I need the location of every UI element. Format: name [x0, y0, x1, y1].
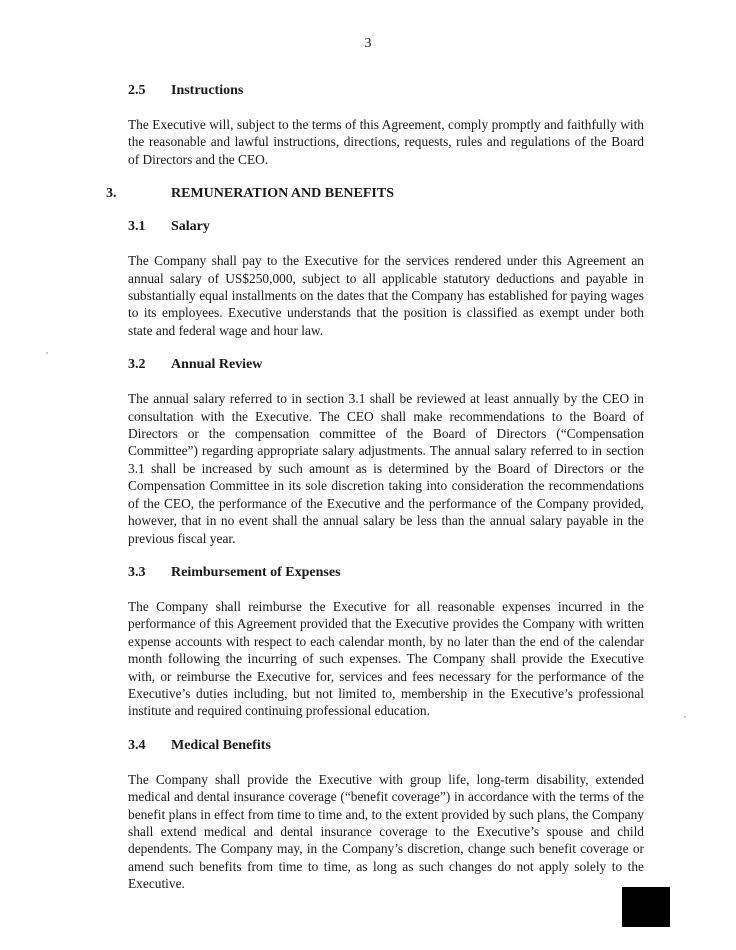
- section-title: REMUNERATION AND BENEFITS: [171, 186, 394, 202]
- section-paragraph-2-5: The Executive will, subject to the terms of this Agreement, comply promptly and faithfully with the reasonable and lawful instructions, directions, requests, rules and regulations of the Board of Directors and the CEO.: [128, 117, 644, 167]
- redaction-box: [622, 887, 670, 927]
- section-number: 3.: [106, 186, 117, 202]
- section-title: Medical Benefits: [171, 737, 271, 753]
- section-number: 2.5: [128, 83, 146, 98]
- page-number: 3: [364, 36, 372, 51]
- document-body: [106, 83, 644, 893]
- section-paragraph-3-1: The Company shall pay to the Executive for the services rendered under this Agreement an annual salary of US$250,000, subject to all applicable statutory deductions and payable in substantially equal installments on the dates that the Company has established for paying wages to its employees. Executive understands that the position is classified as exempt under both state and federal wage and hour law.: [128, 253, 644, 338]
- section-paragraph-3-4: The Company shall provide the Executive with group life, long-term disability, extended medical and dental insurance coverage (“benefit coverage”) in accordance with the terms of the benefit plans in effect from time to time and, to the extent provided by such plans, the Company shall extend medical and dental insurance coverage to the Executive’s spouse and child dependents. The Company may, in the Company’s discretion, change such benefit coverage or amend such benefits from time to time, as long as such changes do not apply solely to the Executive.: [128, 771, 644, 892]
- section-title: Reimbursement of Expenses: [171, 564, 341, 580]
- section-title: Instructions: [171, 83, 244, 98]
- section-number: 3.2: [128, 357, 146, 373]
- section-heading-3: [106, 186, 644, 202]
- section-paragraph-3-3: The Company shall reimburse the Executive for all reasonable expenses incurred in the performance of this Agreement provided that the Executive provides the Company with written expense accounts with respect to each calendar month, by no later than the end of the calendar month following the incurring of such expenses. The Company shall provide the Executive with, or reimburse the Executive for, services and fees necessary for the performance of the Executive’s duties including, but not limited to, membership in the Executive’s professional institute and required continuing professional education.: [128, 598, 644, 719]
- scan-speck: [46, 352, 48, 354]
- section-title: Annual Review: [171, 357, 263, 373]
- scan-speck: [684, 716, 686, 718]
- section-heading-2-5: [128, 83, 644, 99]
- section-heading-3-1: [128, 219, 644, 235]
- section-number: 3.1: [128, 219, 146, 235]
- section-number: 3.4: [128, 737, 146, 753]
- section-heading-3-2: [128, 357, 644, 373]
- section-paragraph-3-2: The annual salary referred to in section 3.1 shall be reviewed at least annually by the CEO in consultation with the Executive. The CEO shall make recommendations to the Board of Directors or the compensation committee of the Board of Directors (“Compensation Committee”) regarding appropriate salary adjustments. The annual salary referred to in section 3.1 shall be increased by such amount as is determined by the Board of Directors or the Compensation Committee in its sole discretion taking into consideration the recommendations of the CEO, the performance of the Executive and the performance of the Company provided, however, that in no event shall the annual salary be less than the annual salary payable in the previous fiscal year.: [128, 391, 644, 546]
- section-heading-3-3: [128, 565, 644, 581]
- section-heading-3-4: [128, 738, 644, 754]
- section-title: Salary: [171, 219, 210, 235]
- section-number: 3.3: [128, 564, 146, 580]
